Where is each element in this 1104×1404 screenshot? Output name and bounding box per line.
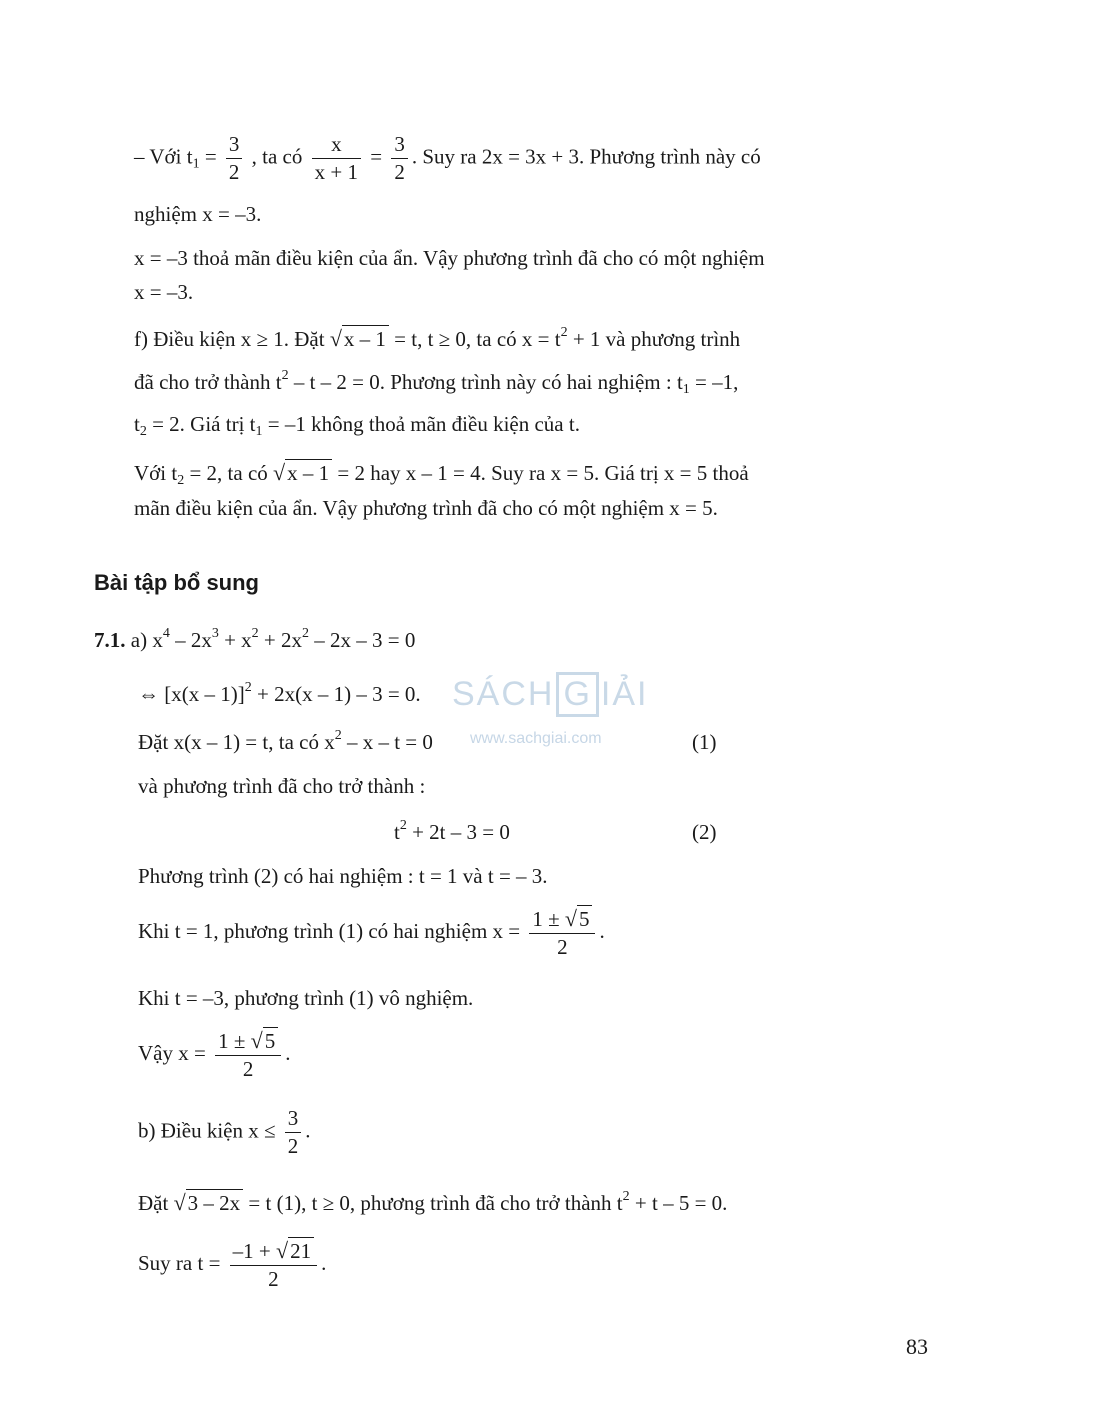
equation-tag-1: (1) bbox=[692, 730, 717, 754]
ex71-line-3 bbox=[138, 728, 433, 754]
text: = –1 không thoả mãn điều kiện của t. bbox=[262, 412, 580, 436]
watermark-text: IẢI bbox=[600, 675, 649, 713]
text: 1 ± bbox=[218, 1029, 251, 1053]
text: . Suy ra 2x = 3x + 3. Phương trình này có bbox=[411, 144, 761, 169]
radical-sign: √ bbox=[273, 460, 286, 485]
radicand: x – 1 bbox=[285, 459, 332, 485]
text: . bbox=[321, 1250, 327, 1275]
denominator: 2 bbox=[242, 1057, 254, 1081]
text: + 2x(x – 1) – 3 = 0. bbox=[251, 682, 421, 706]
ex71-line-8: Khi t = –3, phương trình (1) vô nghiệm. bbox=[138, 986, 474, 1010]
numerator: 3 bbox=[226, 134, 243, 159]
equation-tag-2: (2) bbox=[692, 820, 717, 844]
radicand: 21 bbox=[288, 1237, 314, 1263]
sqrt bbox=[174, 1192, 244, 1214]
text: + x bbox=[218, 628, 252, 652]
sqrt bbox=[330, 328, 389, 350]
text: = bbox=[199, 144, 222, 169]
text: Suy ra t = bbox=[138, 1250, 226, 1275]
fraction bbox=[215, 1030, 281, 1080]
denominator: 2 bbox=[228, 160, 240, 184]
text: –1 + bbox=[232, 1239, 277, 1263]
fraction bbox=[226, 134, 243, 183]
superscript: 4 bbox=[162, 626, 170, 641]
ex71-line-7 bbox=[138, 908, 605, 958]
radical-sign: √ bbox=[276, 1238, 289, 1263]
superscript: 2 bbox=[560, 325, 568, 340]
e-line-2: nghiệm x = –3. bbox=[134, 202, 262, 226]
text: a) x bbox=[125, 628, 163, 652]
fraction bbox=[529, 908, 595, 958]
text: + t – 5 = 0. bbox=[629, 1191, 728, 1215]
ex71-line-1 bbox=[94, 626, 416, 652]
e-line-1 bbox=[134, 134, 761, 183]
text: = 2, ta có bbox=[184, 461, 274, 485]
subscript: 1 bbox=[255, 424, 263, 439]
text: = t (1), t ≥ 0, phương trình đã cho trở thành t bbox=[243, 1191, 623, 1215]
numerator: 3 bbox=[391, 134, 408, 159]
numerator bbox=[529, 908, 595, 934]
ex71-line-9 bbox=[138, 1030, 290, 1080]
f-line-2 bbox=[134, 368, 739, 397]
watermark-text: SÁCH bbox=[452, 675, 555, 713]
ex71-line-6: Phương trình (2) có hai nghiệm : t = 1 và t = – 3. bbox=[138, 864, 548, 888]
superscript: 2 bbox=[622, 1189, 630, 1204]
ex71b-line-1 bbox=[138, 1108, 311, 1157]
text: + 2x bbox=[258, 628, 303, 652]
text: t bbox=[134, 412, 140, 436]
watermark-box: G bbox=[556, 672, 598, 717]
superscript: 2 bbox=[334, 728, 342, 743]
radicand: 5 bbox=[577, 905, 593, 931]
superscript: 2 bbox=[399, 818, 407, 833]
text: = 2. Giá trị t bbox=[146, 412, 256, 436]
text: – 2x bbox=[169, 628, 212, 652]
superscript: 2 bbox=[251, 626, 259, 641]
radicand: 3 – 2x bbox=[186, 1189, 244, 1215]
text: – 2x – 3 = 0 bbox=[309, 628, 416, 652]
text: Đặt bbox=[138, 1191, 174, 1215]
superscript: 3 bbox=[211, 626, 219, 641]
text: . bbox=[285, 1040, 291, 1065]
sqrt bbox=[273, 462, 332, 484]
radicand: x – 1 bbox=[342, 325, 389, 351]
fraction bbox=[312, 134, 361, 183]
watermark-logo bbox=[452, 672, 649, 717]
denominator: 2 bbox=[394, 160, 405, 184]
fraction bbox=[230, 1240, 317, 1290]
numerator bbox=[230, 1240, 317, 1266]
numerator bbox=[215, 1030, 281, 1056]
ex71-line-2 bbox=[138, 680, 421, 706]
text: f) Điều kiện x ≥ 1. Đặt bbox=[134, 327, 330, 351]
denominator: 2 bbox=[557, 935, 568, 959]
subscript: 1 bbox=[192, 156, 200, 172]
text: = t, t ≥ 0, ta có x = t bbox=[388, 327, 561, 351]
text: = 2 hay x – 1 = 4. Suy ra x = 5. Giá trị x = 5 thoả bbox=[332, 461, 749, 485]
denominator: 2 bbox=[287, 1134, 299, 1158]
fraction bbox=[391, 134, 408, 183]
text: – Với t bbox=[134, 144, 193, 169]
text: . bbox=[305, 1118, 311, 1143]
f-line-4 bbox=[134, 460, 749, 488]
text: Vậy x = bbox=[138, 1040, 212, 1065]
text: + 2t – 3 = 0 bbox=[406, 820, 510, 844]
ex71b-line-2 bbox=[138, 1189, 728, 1215]
radical-sign: √ bbox=[329, 326, 342, 351]
text: b) Điều kiện x ≤ bbox=[138, 1118, 281, 1143]
subscript: 2 bbox=[177, 473, 185, 488]
f-line-1 bbox=[134, 325, 741, 351]
e-line-4: x = –3. bbox=[134, 280, 194, 304]
page-number: 83 bbox=[906, 1334, 928, 1359]
f-line-3 bbox=[134, 412, 580, 439]
radical-sign: √ bbox=[250, 1028, 263, 1053]
sqrt bbox=[251, 1030, 279, 1052]
text: Đặt x(x – 1) = t, ta có x bbox=[138, 730, 335, 754]
numerator: 3 bbox=[285, 1108, 302, 1133]
watermark-url: www.sachgiai.com bbox=[470, 730, 602, 747]
text: ⇔ [x(x – 1)] bbox=[138, 682, 245, 706]
superscript: 2 bbox=[281, 368, 289, 383]
ex71-line-5 bbox=[394, 818, 510, 844]
sqrt bbox=[565, 908, 593, 930]
text: 1 ± bbox=[532, 907, 565, 931]
text: Với t bbox=[134, 461, 178, 485]
text: = –1, bbox=[689, 370, 739, 394]
denominator: 2 bbox=[268, 1267, 279, 1291]
text: = bbox=[370, 144, 388, 169]
radical-sign: √ bbox=[173, 1190, 186, 1215]
superscript: 2 bbox=[302, 626, 310, 641]
fraction bbox=[285, 1108, 302, 1157]
text: – t – 2 = 0. Phương trình này có hai nghiệm : t bbox=[288, 370, 683, 394]
exercise-number: 7.1. bbox=[94, 628, 126, 652]
text: t bbox=[394, 820, 400, 844]
sqrt bbox=[276, 1240, 314, 1262]
text: + 1 và phương trình bbox=[567, 327, 741, 351]
text: . bbox=[599, 918, 605, 943]
text: – x – t = 0 bbox=[341, 730, 433, 754]
f-line-5: mãn điều kiện của ẩn. Vậy phương trình đã cho có một nghiệm x = 5. bbox=[134, 496, 718, 520]
subscript: 2 bbox=[139, 424, 147, 439]
radicand: 5 bbox=[263, 1027, 279, 1053]
text: Khi t = 1, phương trình (1) có hai nghiệm x = bbox=[138, 918, 526, 943]
subscript: 1 bbox=[682, 382, 690, 397]
numerator: x bbox=[312, 134, 361, 159]
ex71-line-4: và phương trình đã cho trở thành : bbox=[138, 774, 426, 798]
text: đã cho trở thành t bbox=[134, 370, 282, 394]
section-heading: Bài tập bổ sung bbox=[94, 570, 259, 595]
superscript: 2 bbox=[244, 680, 252, 695]
radical-sign: √ bbox=[564, 906, 577, 931]
ex71b-line-3 bbox=[138, 1240, 326, 1290]
text: , ta có bbox=[251, 144, 308, 169]
e-line-3: x = –3 thoả mãn điều kiện của ẩn. Vậy phương trình đã cho có một nghiệm bbox=[134, 246, 765, 270]
denominator: x + 1 bbox=[314, 160, 358, 184]
